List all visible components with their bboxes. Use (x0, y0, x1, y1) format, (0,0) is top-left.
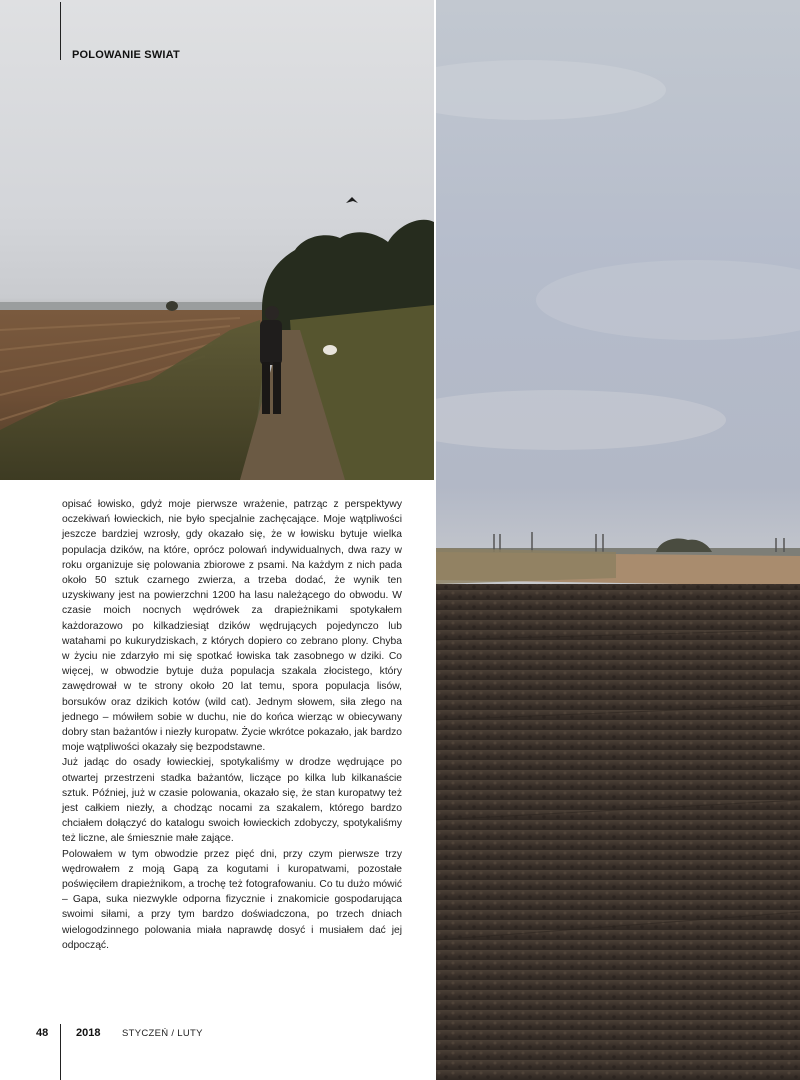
footer-rule (60, 1024, 61, 1080)
article-paragraph: opisać łowisko, gdyż moje pierwsze wrażenie, patrząc z perspektywy oczekiwań łowieckich, nie było specjalnie zachęcające. Moje wątpliwości jeszcze bardziej wzrosły, gdy okazało się, że w łowisku bytuje wielka populacja dzików, na które, oprócz polowań indywidualnych, dwa razy w roku organizuje się polowania zbiorowe z psami. Na każdym z nich pada około 50 sztuk czarnego zwierza, a trzeba dodać, że wynik ten uzyskiwany jest na powierzchni 1200 ha lasu należącego do obwodu. W czasie moich nocnych wędrówek za drapieżnikami spotykałem każdorazowo po kilkadziesiąt dzików wędrujących pojedynczo lub watahami po kukurydziskach, z których dopiero co zebrano plony. Chyba w życiu nie zdarzyło mi się spotkać łowiska tak zasobnego w dziki. Co więcej, w obwodzie bytuje duża populacja szakala złocistego, który zawędrował w te strony około 20 lat temu, spora populacja lisów, borsuków oraz dzikich kotów (wild cat). Jednym słowem, siła złego na jednego – mówiłem sobie w duchu, nie do końca wierząc w obiecywany dobry stan bażantów i niezły kuropatw. Życie wkrótce pokazało, jak bardzo moje wątpliwości okazały się bezpodstawne. (62, 499, 402, 754)
section-title: POLOWANIE SWIAT (72, 49, 180, 61)
hunting-photo-left (0, 0, 434, 480)
article-body (62, 497, 402, 953)
article-paragraph: Już jadąc do osady łowieckiej, spotykaliśmy w drodze wędrujące po otwartej przestrzeni stadka bażantów, liczące po kilka lub kilkanaście sztuk. Później, już w czasie polowania, okazało się, że stan kuropatwy też jest całkiem niezły, a chodząc nocami za szakalem, którego bardzo chciałem dołączyć do katalogu swoich łowieckich zdobyczy, spotykaliśmy też liczne, ale śmiesznie małe zające. (62, 757, 402, 845)
issue-year: 2018 (76, 1027, 101, 1039)
hunting-photo-right (436, 0, 800, 1080)
article-paragraph: Polowałem w tym obwodzie przez pięć dni, przy czym pierwsze trzy wędrowałem z moją Gapą za kogutami i kuropatwami, pozostałe poświęciłem drapieżnikom, a trochę też fotografowaniu. Co tu dużo mówić – Gapa, suka niezwykle odporna fizycznie i znakomicie gospodarująca swoimi siłami, a przy tym bardzo doświadczona, po trzech dniach wielogodzinnego polowania miała naprawdę dosyć i musiałem dać jej odpocząć. (62, 848, 402, 951)
issue-month: STYCZEŃ / LUTY (122, 1028, 203, 1039)
page-number: 48 (36, 1027, 49, 1039)
section-rule (60, 2, 61, 60)
plowed-field-scene (436, 0, 800, 1080)
field-scene (0, 0, 434, 480)
